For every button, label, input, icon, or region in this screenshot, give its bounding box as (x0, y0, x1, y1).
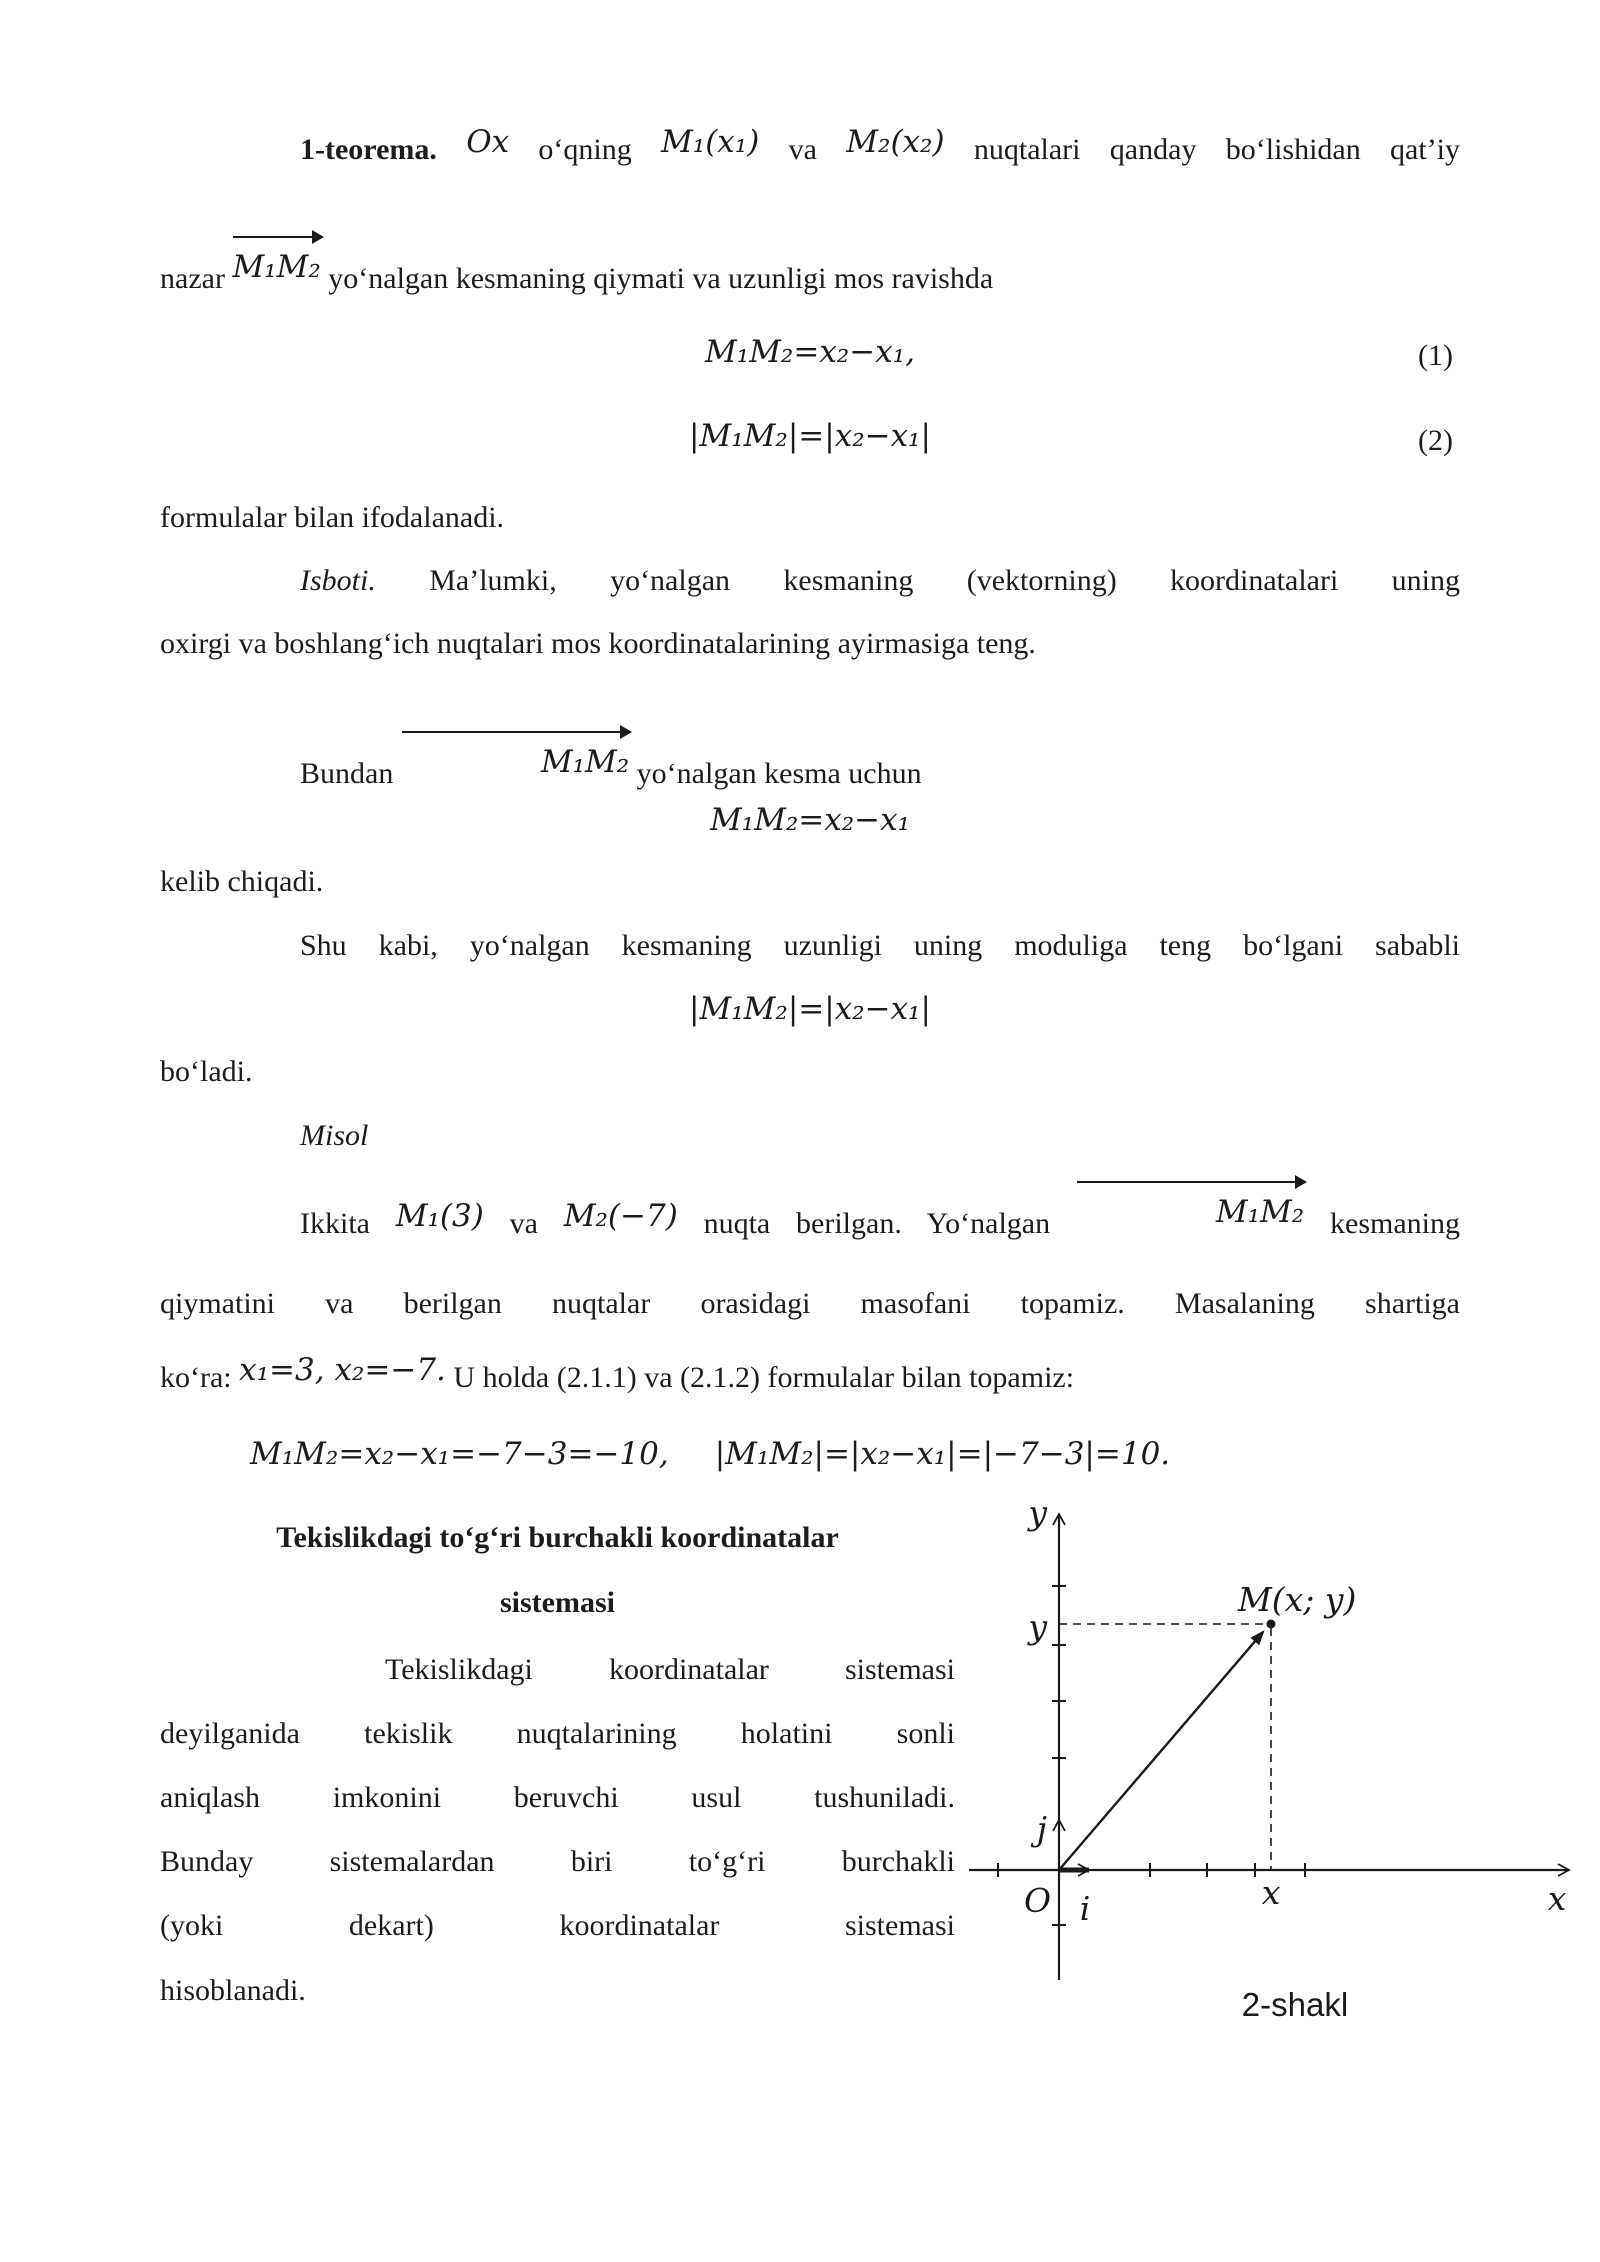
section-line-3: aniqlash imkonini beruvchi usul tushuniladi. (160, 1781, 955, 1814)
point-m-label: M(x; y) (1238, 1580, 1357, 1619)
coordinate-diagram (955, 1468, 1600, 2048)
theorem-line-1 (160, 122, 1460, 170)
math-m1-3: M₁(3) (395, 1198, 484, 1234)
proof-line-1 (160, 561, 1460, 601)
example-label: Misol (300, 1119, 369, 1152)
equation-4 (160, 989, 1460, 1030)
example-line-1 (160, 1192, 1460, 1244)
theorem-text: va (788, 133, 817, 166)
section-line-6: hisoblanadi. (160, 1974, 306, 2007)
example-text: nuqta berilgan. Yo‘nalgan (703, 1207, 1051, 1240)
equation-1-number: (1) (1418, 339, 1453, 372)
bundan-text: yo‘nalgan kesma uchun (636, 757, 922, 790)
y-axis-label: y (1028, 1493, 1047, 1532)
proof-text: Ma’lumki, yo‘nalgan kesmaning (vektorning) koordinatalari uning (429, 564, 1461, 597)
theorem-label: 1-teorema. (300, 133, 437, 166)
figure-caption: 2-shakl (1241, 1986, 1349, 2023)
example-line-2: qiymatini va berilgan nuqtalar orasidagi masofani topamiz. Masalaning shartiga (160, 1287, 1460, 1320)
math-ox: Ox (466, 124, 510, 160)
equation-4-formula: |M₁M₂|=|x₂−x₁| (689, 991, 931, 1027)
vector-m1m2: M₁M₂ (401, 742, 629, 782)
math-m2x2: M₂(x₂) (846, 124, 945, 160)
result-formula-left: M₁M₂=x₂−x₁=−7−3=−10, (250, 1436, 669, 1472)
theorem-text: nazar (160, 262, 225, 295)
section-line-2: deyilganida tekislik nuqtalarining holatini sonli (160, 1717, 955, 1750)
i-label: i (1079, 1889, 1091, 1928)
bundan-line (160, 742, 1460, 794)
section-line-1: Tekislikdagi koordinatalar sistemasi (385, 1653, 955, 1686)
theorem-text: yo‘nalgan kesmaning qiymati va uzunligi mos ravishda (328, 262, 994, 295)
y-coordinate-label: y (1028, 1607, 1047, 1646)
j-label: j (1036, 1809, 1047, 1848)
equation-3-formula: M₁M₂=x₂−x₁ (709, 802, 911, 838)
vector-m1m2: M₁M₂ (1076, 1192, 1304, 1232)
equation-2-number: (2) (1418, 424, 1453, 457)
math-m2-minus7: M₂(−7) (563, 1198, 678, 1234)
paragraph-boladi: bo‘ladi. (160, 1055, 253, 1088)
example-line-3 (160, 1350, 1460, 1398)
equation-3 (160, 800, 1460, 841)
vector-om (1059, 1632, 1263, 1870)
point-m-dot (1267, 1620, 1276, 1629)
figure-2-shakl (955, 1468, 1600, 2048)
theorem-text: o‘qning (538, 133, 632, 166)
bundan-text: Bundan (300, 757, 394, 790)
paragraph-shu-kabi: Shu kabi, yo‘nalgan kesmaning uzunligi uning moduliga teng bo‘lgani sababli (300, 929, 1460, 962)
example-text: kesmaning (1330, 1207, 1460, 1240)
equation-2-formula: |M₁M₂|=|x₂−x₁| (689, 418, 931, 454)
section-line-5: (yoki dekart) koordinatalar sistemasi (160, 1909, 955, 1942)
vector-m1m2: M₁M₂ (232, 249, 321, 285)
equation-1 (160, 332, 1460, 373)
example-text: Ikkita (300, 1207, 370, 1240)
x-coordinate-label: x (1261, 1873, 1281, 1912)
x-axis-label: x (1547, 1879, 1567, 1918)
example-text: ko‘ra: (160, 1361, 232, 1394)
section-heading-line-2: sistemasi (500, 1586, 615, 1619)
proof-label: Isboti. (300, 564, 376, 597)
section-heading-line-1: Tekislikdagi to‘g‘ri burchakli koordinatalar (276, 1521, 839, 1554)
theorem-line-2 (160, 247, 1460, 299)
example-text: U holda (2.1.1) va (2.1.2) formulalar bilan topamiz: (453, 1361, 1075, 1394)
proof-line-2: oxirgi va boshlang‘ich nuqtalari mos koordinatalarining ayirmasiga teng. (160, 627, 1036, 660)
equation-2 (160, 416, 1460, 457)
example-text: va (509, 1207, 538, 1240)
paragraph-kelib: kelib chiqadi. (160, 865, 324, 898)
paragraph-formulalar: formulalar bilan ifodalanadi. (160, 501, 505, 534)
origin-label: O (1023, 1881, 1051, 1920)
theorem-text: nuqtalari qanday bo‘lishidan qat’iy (973, 133, 1461, 166)
result-formula-right: |M₁M₂|=|x₂−x₁|=|−7−3|=10. (714, 1436, 1171, 1472)
math-x1-x2-values: x₁=3, x₂=−7. (239, 1352, 446, 1388)
section-line-4: Bunday sistemalardan biri to‘g‘ri burchakli (160, 1845, 955, 1878)
math-m1x1: M₁(x₁) (661, 124, 760, 160)
equation-1-formula: M₁M₂=x₂−x₁, (705, 334, 915, 370)
